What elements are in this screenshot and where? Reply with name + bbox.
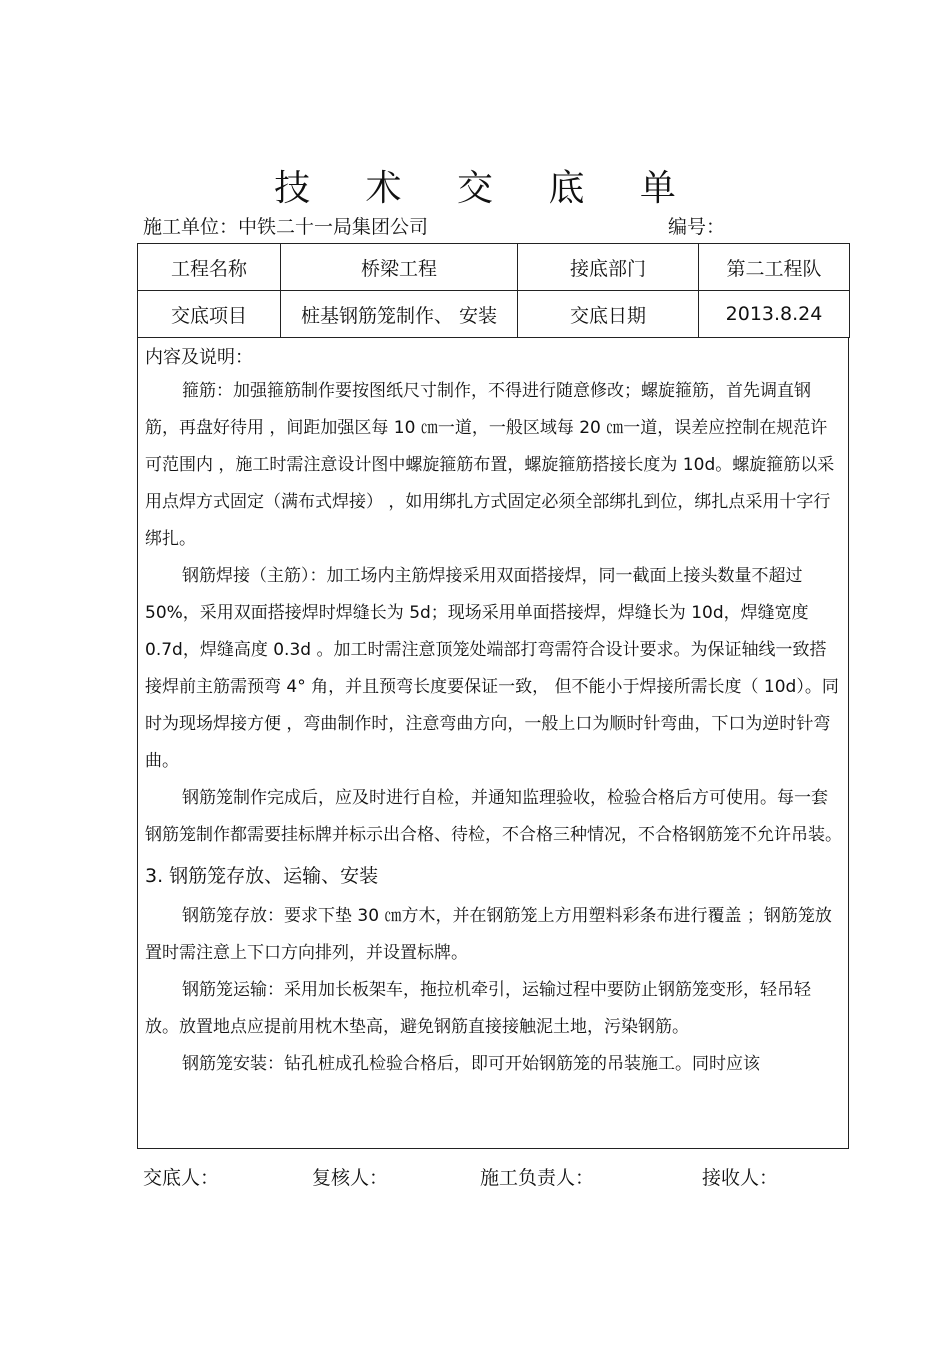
signature-supervisor: 施工负责人：: [480, 1167, 595, 1189]
table-row: [138, 244, 850, 291]
receiving-dept-value: 第二工程队: [699, 244, 850, 291]
signature-reviewer: 复核人：: [312, 1167, 389, 1189]
construction-unit: 施工单位：中铁二十一局集团公司: [143, 216, 429, 238]
paragraph-installation: 钢筋笼安装：钻孔桩成孔检验合格后，即可开始钢筋笼的吊装施工。同时应该: [182, 1054, 760, 1074]
project-name-label: 工程名称: [138, 244, 281, 291]
document-number-label: 编号：: [668, 216, 726, 238]
signature-receiver: 接收人：: [702, 1167, 779, 1189]
paragraph-stirrups: 箍筋：加强箍筋制作要按图纸尺寸制作，不得进行随意修改；螺旋箍筋，首先调直钢筋，再盘好待用 ，间距加强区每 10 ㎝一道，一般区域每 20 ㎝一道，误差应控制在规范许可范围内 ，施工时需注意设计图中螺旋箍筋布置，螺旋箍筋搭接长度为 10d。螺旋箍筋以采用点焊方式固定（满布式焊接） ，如用绑扎方式固定必须全部绑扎到位，绑扎点采用十字行绑扎。: [145, 381, 835, 549]
document-title: 技 术 交 底 单: [274, 168, 698, 209]
project-name-value: 桥梁工程: [281, 244, 518, 291]
paragraph-welding: 钢筋焊接（主筋）：加工场内主筋焊接采用双面搭接焊，同一截面上接头数量不超过 50%，采用双面搭接焊时焊缝长为 5d；现场采用单面搭接焊，焊缝长为 10d，焊缝宽度 0.7d，焊缝高度 0.3d 。加工时需注意顶笼处端部打弯需符合设计要求。为保证轴线一致搭接焊前主筋需预弯 4° 角，并且预弯长度要保证一致， 但不能小于焊接所需长度（ 10d）。同时为现场焊接方便 ，弯曲制作时，注意弯曲方向，一般上口为顺时针弯曲，下口为逆时针弯曲。: [145, 566, 839, 771]
info-table: [137, 243, 850, 338]
section-heading-3: 3. 钢筋笼存放、运输、安装: [145, 865, 379, 887]
receiving-dept-label: 接底部门: [518, 244, 699, 291]
content-heading: 内容及说明：: [145, 347, 253, 368]
content-box: [137, 338, 849, 1149]
handover-date-value: 2013.8.24: [699, 291, 850, 338]
handover-item-value: 桩基钢筋笼制作、 安装: [281, 291, 518, 338]
paragraph-transport: 钢筋笼运输：采用加长板架车，拖拉机牵引，运输过程中要防止钢筋笼变形，轻吊轻放。放置地点应提前用枕木垫高，避免钢筋直接接触泥土地，污染钢筋。: [145, 980, 811, 1037]
table-row: [138, 291, 850, 338]
paragraph-storage: 钢筋笼存放：要求下垫 30 ㎝方木，并在钢筋笼上方用塑料彩条布进行覆盖 ；钢筋笼放置时需注意上下口方向排列，并设置标牌。: [145, 906, 832, 963]
handover-item-label: 交底项目: [138, 291, 281, 338]
paragraph-inspection: 钢筋笼制作完成后，应及时进行自检，并通知监理验收，检验合格后方可使用。每一套钢筋笼制作都需要挂标牌并标示出合格、待检，不合格三种情况，不合格钢筋笼不允许吊装。: [145, 788, 842, 845]
signature-handover: 交底人：: [143, 1167, 220, 1189]
handover-date-label: 交底日期: [518, 291, 699, 338]
